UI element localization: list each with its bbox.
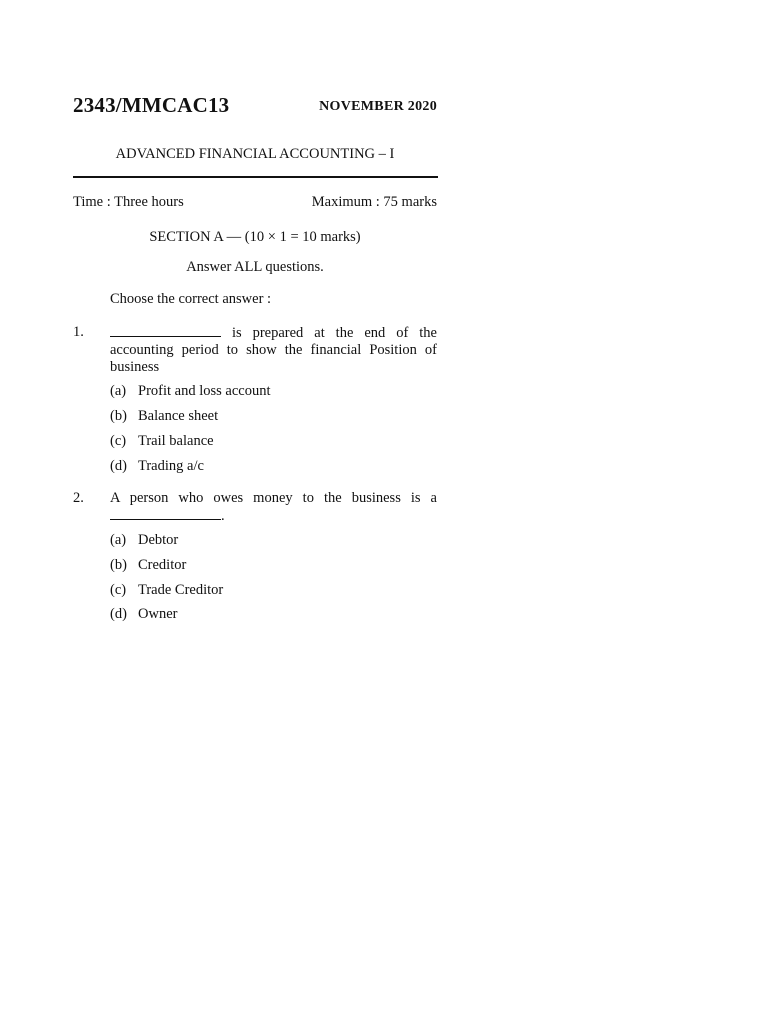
option-text: Trading a/c — [138, 458, 204, 474]
answer-blank — [110, 324, 221, 337]
option-text: Creditor — [138, 557, 187, 573]
option-c — [110, 433, 214, 450]
question-text — [110, 490, 437, 525]
question-number: 1. — [73, 324, 84, 340]
option-a — [110, 383, 271, 400]
option-b — [110, 557, 186, 574]
option-a — [110, 532, 178, 549]
option-text: Profit and loss account — [138, 383, 271, 399]
maximum-marks: Maximum : 75 marks — [311, 194, 437, 210]
option-text: Balance sheet — [138, 408, 219, 424]
option-label: (c) — [110, 582, 127, 598]
answer-blank — [110, 507, 221, 520]
option-text: Trade Creditor — [138, 582, 224, 598]
option-d — [110, 458, 204, 475]
option-d — [110, 606, 177, 623]
answer-all-instruction: Answer ALL questions. — [186, 259, 324, 275]
option-label: (a) — [110, 383, 127, 399]
exam-duration: Time : Three hours — [73, 194, 184, 210]
question-text-part: is prepared at the end of the accounting period to show the financial Position of business — [110, 325, 437, 375]
paper-code: 2343/MMCAC13 — [73, 93, 230, 117]
question-text-end: . — [221, 508, 225, 524]
question-text-part: A person who owes money to the business is a — [110, 490, 437, 506]
section-heading: SECTION A — (10 × 1 = 10 marks) — [149, 229, 361, 245]
exam-page — [73, 0, 437, 1024]
option-label: (b) — [110, 408, 127, 424]
question-number: 2. — [73, 490, 84, 506]
option-label: (c) — [110, 433, 127, 449]
choose-instruction: Choose the correct answer : — [110, 291, 272, 307]
option-label: (b) — [110, 557, 127, 573]
option-text: Owner — [138, 606, 178, 622]
option-b — [110, 408, 218, 425]
option-text: Debtor — [138, 532, 179, 548]
question-text — [110, 324, 437, 376]
option-c — [110, 582, 223, 599]
option-label: (a) — [110, 532, 127, 548]
option-label: (d) — [110, 458, 127, 474]
exam-date: NOVEMBER 2020 — [319, 99, 437, 114]
option-text: Trail balance — [138, 433, 214, 449]
header-divider — [73, 176, 438, 178]
subject-title: ADVANCED FINANCIAL ACCOUNTING – I — [115, 146, 395, 162]
option-label: (d) — [110, 606, 127, 622]
